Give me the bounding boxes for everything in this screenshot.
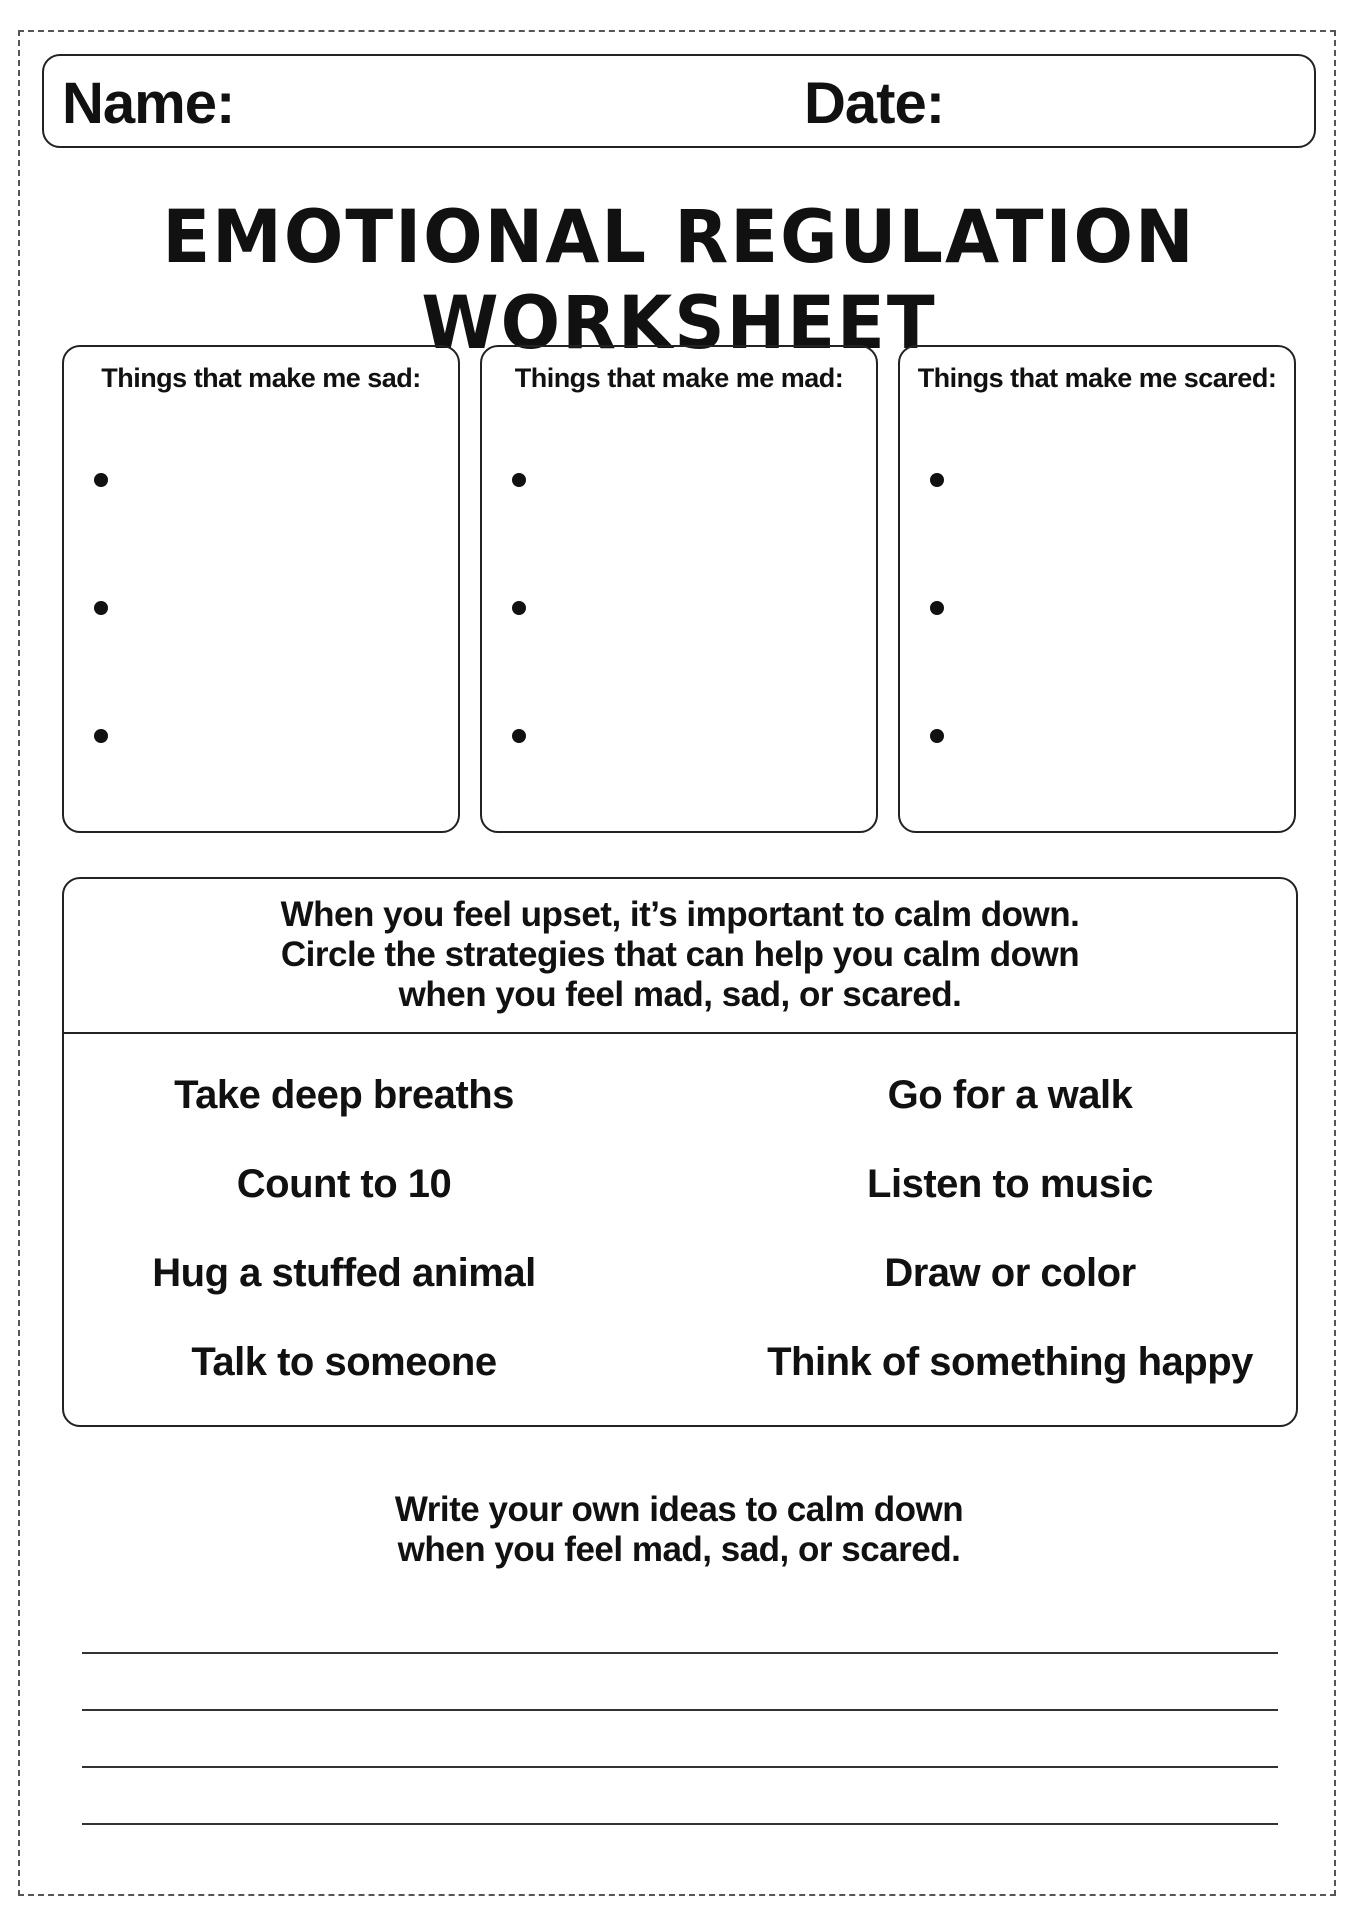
bullet-point	[94, 601, 108, 615]
instruction-line: When you feel upset, it’s important to calm down.	[280, 895, 1080, 934]
bullet-point	[94, 473, 108, 487]
scared-box	[898, 345, 1296, 833]
bullet-point	[930, 473, 944, 487]
name-date-header	[42, 54, 1316, 148]
strategy-go-for-walk[interactable]: Go for a walk	[887, 1073, 1133, 1117]
sad-box	[62, 345, 460, 833]
instruction-line: when you feel mad, sad, or scared.	[398, 975, 962, 1014]
strategy-instructions	[64, 895, 1296, 1015]
writing-line[interactable]	[82, 1652, 1278, 1654]
writing-line[interactable]	[82, 1823, 1278, 1825]
writing-line[interactable]	[82, 1709, 1278, 1711]
prompt-line: when you feel mad, sad, or scared.	[397, 1530, 961, 1569]
sad-box-title: Things that make me sad:	[101, 363, 421, 393]
bullet-point	[930, 601, 944, 615]
scared-box-title: Things that make me scared:	[917, 363, 1277, 393]
instruction-line: Circle the strategies that can help you calm down	[280, 935, 1080, 974]
bullet-point	[930, 729, 944, 743]
own-ideas-prompt	[0, 1490, 1358, 1570]
date-label: Date:	[804, 71, 945, 136]
bullet-point	[512, 473, 526, 487]
bullet-point	[512, 729, 526, 743]
strategy-draw-or-color[interactable]: Draw or color	[884, 1251, 1136, 1295]
strategy-hug-stuffed-animal[interactable]: Hug a stuffed animal	[152, 1251, 536, 1295]
strategy-box	[62, 877, 1298, 1427]
mad-box	[480, 345, 878, 833]
strategy-count-to-10[interactable]: Count to 10	[236, 1162, 452, 1206]
mad-box-title: Things that make me mad:	[514, 363, 844, 393]
bullet-point	[512, 601, 526, 615]
strategy-think-happy[interactable]: Think of something happy	[767, 1340, 1253, 1384]
prompt-line: Write your own ideas to calm down	[394, 1490, 964, 1529]
name-label: Name:	[62, 71, 235, 136]
writing-line[interactable]	[82, 1766, 1278, 1768]
worksheet-title: EMOTIONAL REGULATION WORKSHEET	[162, 193, 1196, 367]
bullet-point	[94, 729, 108, 743]
strategy-deep-breaths[interactable]: Take deep breaths	[174, 1073, 514, 1117]
strategy-talk-to-someone[interactable]: Talk to someone	[191, 1340, 497, 1384]
strategy-listen-to-music[interactable]: Listen to music	[867, 1162, 1153, 1206]
strategy-divider	[64, 1032, 1296, 1034]
